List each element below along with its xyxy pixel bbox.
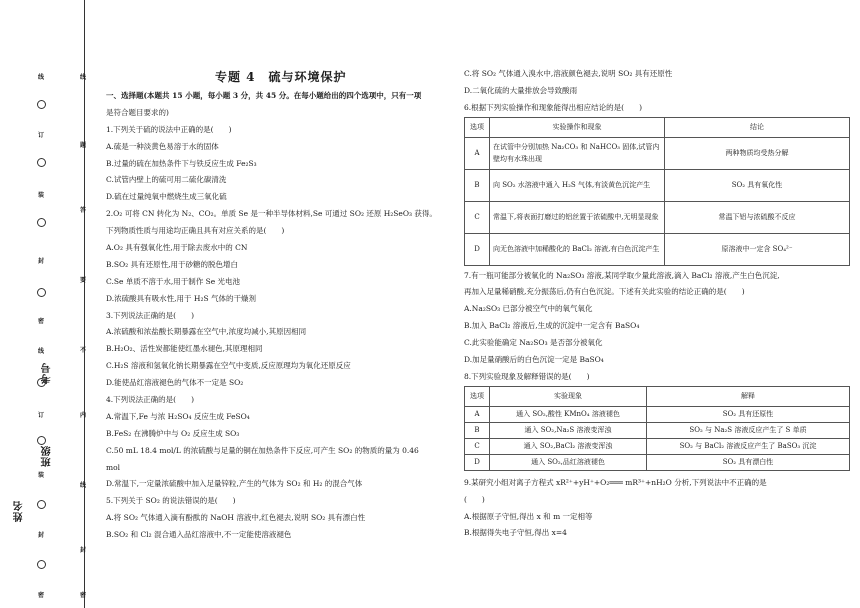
- table-cell: 常温下,将表面打磨过的铝丝置于浓硫酸中,无明显现象: [490, 201, 665, 233]
- table-cell: D: [465, 454, 490, 470]
- table-row: [465, 233, 850, 265]
- table-cell: SO₂ 与 BaCl₂ 溶液反应产生了 BaSO₃ 沉淀: [647, 438, 850, 454]
- text-line: 7.有一瓶可能部分被氧化的 Na₂SO₃ 溶液,某同学取少量此溶液,滴入 BaCl₂ 溶液,产生白色沉淀,: [464, 270, 780, 280]
- text-line: B.H₂O₂、活性炭都能使红墨水褪色,其原理相同: [106, 344, 263, 354]
- table-cell: 常温下铝与浓硫酸不反应: [665, 201, 850, 233]
- table-cell: B: [465, 169, 490, 201]
- id-label: 考号: [42, 362, 53, 384]
- name-label: 姓名: [14, 500, 25, 522]
- binding-mark: 答: [80, 207, 87, 214]
- binding-circle: [37, 288, 46, 297]
- text-line: ( ): [464, 494, 485, 504]
- binding-mark: 内: [80, 412, 87, 419]
- binding-mark: 线: [38, 348, 45, 355]
- binding-mark: 题: [80, 142, 87, 149]
- table-cell: B: [465, 422, 490, 438]
- table-row: [465, 201, 850, 233]
- table-header-cell: 选项: [465, 117, 490, 137]
- text-line: A.Na₂SO₃ 已部分被空气中的氧气氧化: [464, 304, 593, 314]
- text-line: 6.根据下列实验操作和现象能得出相应结论的是( ): [464, 102, 643, 112]
- text-line: A.硫是一种淡黄色易溶于水的固体: [106, 141, 219, 151]
- table-row: [465, 422, 850, 438]
- table-header-cell: 结论: [665, 117, 850, 137]
- table-cell: 原溶液中一定含 SO₄²⁻: [665, 233, 850, 265]
- binding-mark: 装: [38, 192, 45, 199]
- table-q6: [464, 117, 850, 266]
- table-cell: 向无色溶液中加稀酸化的 BaCl₂ 溶液,有白色沉淀产生: [490, 233, 665, 265]
- table-cell: D: [465, 233, 490, 265]
- text-line: C.50 mL 18.4 mol/L 的浓硫酸与足量的铜在加热条件下反应,可产生 SO₂ 的物质的量为 0.46: [106, 445, 419, 455]
- binding-mark: 线: [38, 74, 45, 81]
- text-line: D.硫在过量纯氧中燃烧生成三氧化硫: [106, 192, 227, 202]
- binding-mark: 密: [80, 592, 87, 599]
- text-line: C.Se 单质不溶于水,用于制作 Se 光电池: [106, 276, 241, 286]
- table-header-cell: 实验操作和现象: [490, 117, 665, 137]
- text-line: B.SO₂ 和 Cl₂ 混合通入品红溶液中,不一定能使溶液褪色: [106, 530, 292, 540]
- table-cell: A: [465, 406, 490, 422]
- text-line: 9.某研究小组对离子方程式 xR²⁺+yH⁺+O₂═══ mR³⁺+nH₂O 分析,下列说法中不正确的是: [464, 477, 767, 487]
- binding-mark: 装: [38, 472, 45, 479]
- text-line: B.过量的硫在加热条件下与铁反应生成 Fe₂S₃: [106, 158, 257, 168]
- table-cell: SO₂ 与 Na₂S 溶液反应产生了 S 单质: [647, 422, 850, 438]
- text-line: B.加入 BaCl₂ 溶液后,生成的沉淀中一定含有 BaSO₄: [464, 321, 640, 331]
- table-cell: 两种物质均受热分解: [665, 137, 850, 169]
- text-line: 一、选择题(本题共 15 小题，每小题 3 分，共 45 分。在每小题给出的四个选项中，只有一项: [106, 91, 422, 100]
- text-line: C.将 SO₂ 气体通入溴水中,溶液颜色褪去,说明 SO₂ 具有还原性: [464, 69, 673, 78]
- table-row: [465, 137, 850, 169]
- binding-circle: [37, 158, 46, 167]
- text-line: mol: [106, 462, 121, 472]
- table-cell: 通入 SO₂,酸性 KMnO₄ 溶液褪色: [490, 406, 647, 422]
- table-cell: SO₂ 具有还原性: [647, 406, 850, 422]
- binding-line: [84, 0, 85, 608]
- binding-mark: 封: [38, 532, 45, 539]
- class-label: 班级: [42, 445, 53, 467]
- table-q8: [464, 386, 850, 471]
- table-header-cell: 实验现象: [490, 386, 647, 406]
- table-cell: 向 SO₂ 水溶液中通入 H₂S 气体,有淡黄色沉淀产生: [490, 169, 665, 201]
- text-line: 1.下列关于硫的说法中正确的是( ): [106, 124, 232, 134]
- binding-margin: [0, 0, 100, 608]
- text-line: 是符合题目要求的): [106, 107, 169, 117]
- table-header-cell: 选项: [465, 386, 490, 406]
- text-line: 8.下列实验现象及解释错误的是( ): [464, 371, 590, 381]
- text-line: D.能使品红溶液褪色的气体不一定是 SO₂: [106, 378, 244, 388]
- table-cell: SO₂ 具有氧化性: [665, 169, 850, 201]
- text-line: 再加入足量稀硝酸,充分振荡后,仍有白色沉淀。下述有关此实验的结论正确的是( ): [464, 287, 745, 297]
- text-line: B.FeS₂ 在沸腾炉中与 O₂ 反应生成 SO₃: [106, 428, 240, 438]
- text-line: 5.下列关于 SO₂ 的说法错误的是( ): [106, 496, 236, 506]
- binding-mark: 订: [38, 412, 45, 419]
- binding-mark: 要: [80, 277, 87, 284]
- text-line: A.浓硫酸和浓盐酸长期暴露在空气中,浓度均减小,其原因相同: [106, 327, 307, 337]
- table-cell: 在试管中分别加热 Na₂CO₃ 和 NaHCO₃ 固体,试管内壁均有水珠出现: [490, 137, 665, 169]
- text-line: C.此实验能确定 Na₂SO₃ 是否部分被氧化: [464, 338, 603, 348]
- table-row: [465, 438, 850, 454]
- binding-mark: 密: [38, 592, 45, 599]
- table-cell: A: [465, 137, 490, 169]
- binding-circle: [37, 560, 46, 569]
- table-cell: 通入 SO₂,Na₂S 溶液变浑浊: [490, 422, 647, 438]
- table-cell: C: [465, 438, 490, 454]
- table-cell: 通入 SO₂,品红溶液褪色: [490, 454, 647, 470]
- table-header-cell: 解释: [647, 386, 850, 406]
- table-row: [465, 169, 850, 201]
- binding-circle: [37, 500, 46, 509]
- text-line: D.常温下,一定量浓硫酸中加入足量锌粒,产生的气体为 SO₂ 和 H₂ 的混合气体: [106, 479, 363, 489]
- table-cell: 通入 SO₂,BaCl₂ 溶液变浑浊: [490, 438, 647, 454]
- binding-mark: 线: [80, 74, 87, 81]
- binding-mark: 不: [80, 347, 87, 354]
- text-line: D.浓硫酸具有吸水性,用于 H₂S 气体的干燥剂: [106, 293, 256, 303]
- text-line: A.将 SO₂ 气体通入滴有酚酞的 NaOH 溶液中,红色褪去,说明 SO₂ 具有漂白性: [106, 513, 366, 523]
- left-column: [106, 88, 458, 544]
- text-line: C.H₂S 溶液和氢氧化钠长期暴露在空气中变质,反应原理均为氧化还原反应: [106, 361, 351, 371]
- binding-circle: [37, 436, 46, 445]
- text-line: A.O₂ 具有强氧化性,用于除去废水中的 CN: [106, 243, 248, 253]
- text-line: 下列物质性质与用途均正确且具有对应关系的是( ): [106, 226, 285, 236]
- text-line: D.二氧化硫的大量排放会导致酸雨: [464, 85, 578, 95]
- text-line: B.根据得失电子守恒,得出 x=4: [464, 528, 567, 538]
- text-line: 4.下列说法正确的是( ): [106, 395, 195, 405]
- table-cell: SO₂ 具有漂白性: [647, 454, 850, 470]
- text-line: C.试管内壁上的硫可用二硫化碳清洗: [106, 175, 227, 185]
- binding-circle: [37, 218, 46, 227]
- text-line: A.根据原子守恒,得出 x 和 m 一定相等: [464, 511, 593, 521]
- text-line: 3.下列说法正确的是( ): [106, 310, 195, 320]
- binding-mark: 封: [38, 258, 45, 265]
- binding-mark: 封: [80, 547, 87, 554]
- text-line: B.SO₂ 具有还原性,用于砂糖的脱色增白: [106, 259, 238, 269]
- doc-title: 专题 4 硫与环境保护: [215, 70, 347, 84]
- table-header-row: [465, 386, 850, 406]
- table-header-row: [465, 117, 850, 137]
- binding-circle: [37, 100, 46, 109]
- binding-mark: 线: [80, 482, 87, 489]
- text-line: 2.O₂ 可将 CN 转化为 N₂、CO₂。单质 Se 是一种半导体材料,Se 可通过 SO₂ 还原 H₂SeO₃ 获得。: [106, 209, 437, 219]
- table-row: [465, 454, 850, 470]
- table-cell: C: [465, 201, 490, 233]
- binding-mark: 密: [38, 318, 45, 325]
- binding-mark: 订: [38, 132, 45, 139]
- right-column: [464, 66, 850, 542]
- text-line: D.加足量硝酸后的白色沉淀一定是 BaSO₄: [464, 355, 604, 365]
- text-line: A.常温下,Fe 与浓 H₂SO₄ 反应生成 FeSO₄: [106, 411, 250, 421]
- binding-circle: [37, 378, 46, 387]
- table-row: [465, 406, 850, 422]
